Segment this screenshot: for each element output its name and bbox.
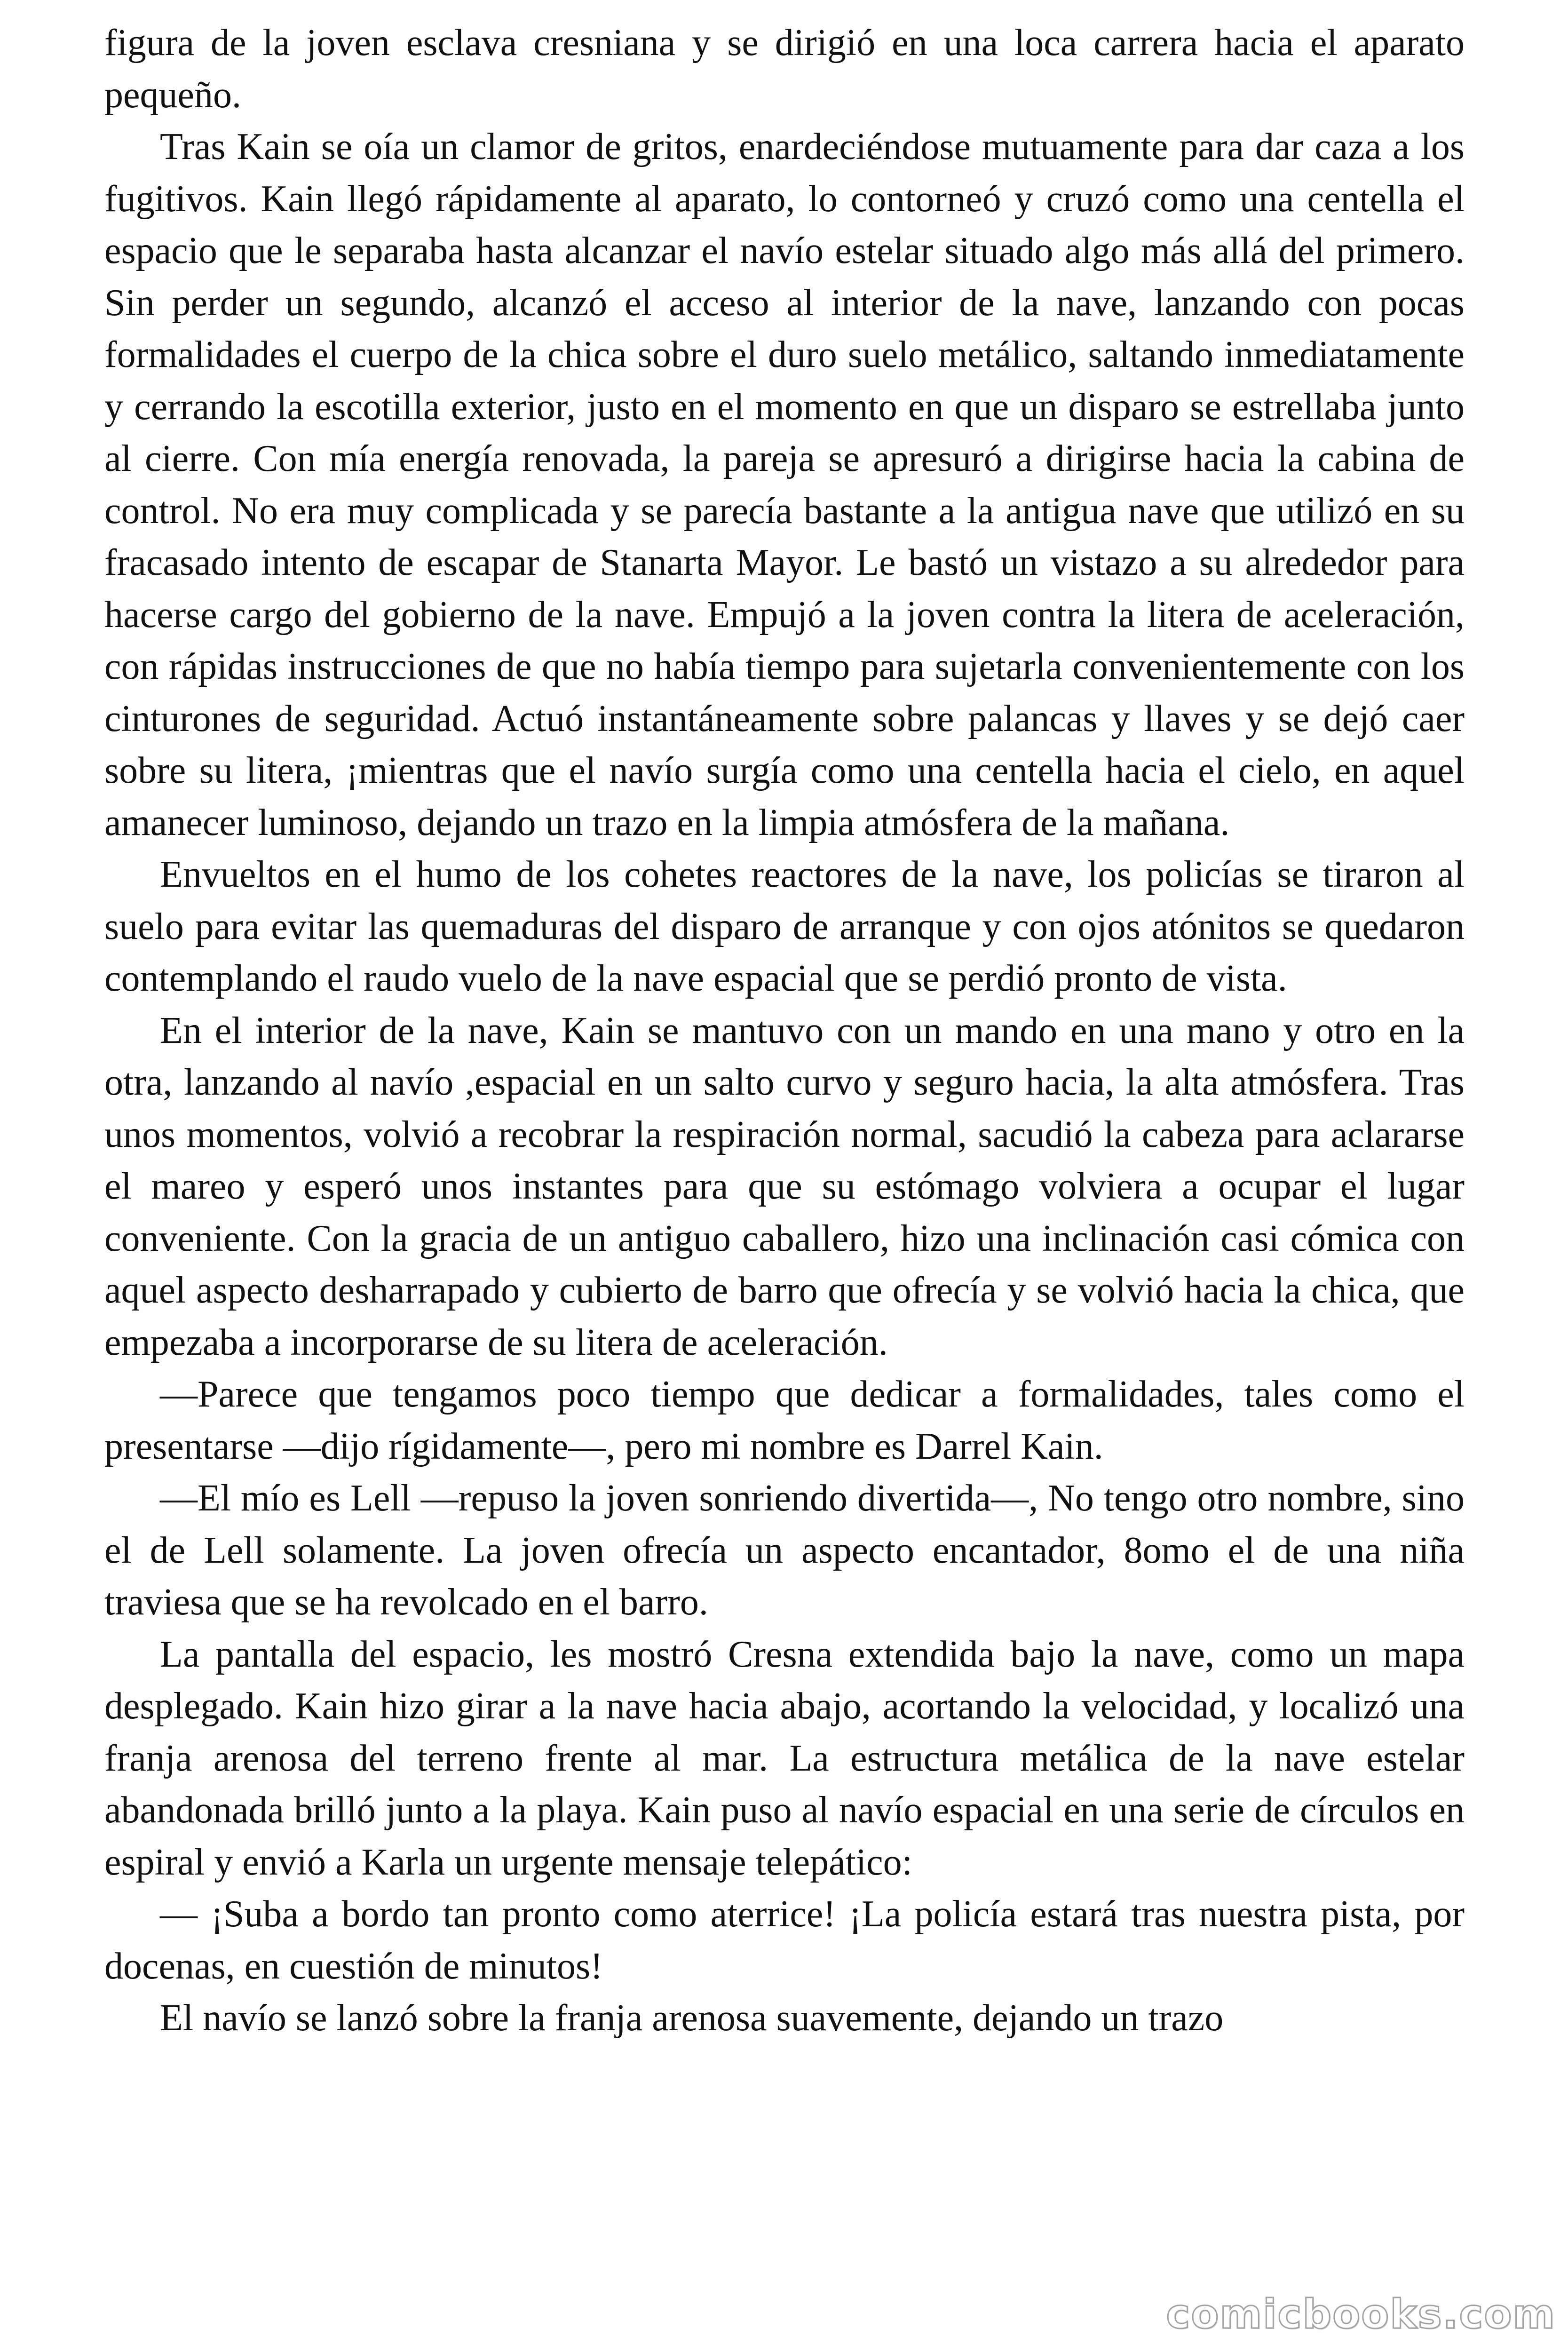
paragraph-6: —El mío es Lell —repuso la joven sonriendo divertida—, No tengo otro nombre, sino el de Lell solamente. La joven ofrecía un aspecto encantador, 8omo el de una niña traviesa que se ha revolcado en el barro. [104,1478,1465,1623]
paragraph-9: El navío se lanzó sobre la franja arenosa suavemente, dejando un trazo [160,1997,1224,2039]
paragraph-3: Envueltos en el humo de los cohetes reactores de la nave, los policías se tiraron al suelo para evitar las quemaduras del disparo de arranque y con ojos atónitos se quedaron contemplando el raudo vuelo de la nave espacial que se perdió pronto de vista. [104,854,1465,999]
paragraph-8: — ¡Suba a bordo tan pronto como aterrice! ¡La policía estará tras nuestra pista, por docenas, en cuestión de minutos! [104,1893,1465,1987]
paragraph-1: figura de la joven esclava cresniana y se dirigió en una loca carrera hacia el aparato pequeño. [104,22,1465,116]
paragraph-7: La pantalla del espacio, les mostró Cresna extendida bajo la nave, como un mapa desplegado. Kain hizo girar a la nave hacia abajo, acortando la velocidad, y localizó una franja arenosa del terreno frente al mar. La estructura metálica de la nave estelar abandonada brilló junto a la playa. Kain puso al navío espacial en una serie de círculos en espiral y envió a Karla un urgente mensaje telepático: [104,1633,1465,1883]
paragraph-4: En el interior de la nave, Kain se mantuvo con un mando en una mano y otro en la otra, lanzando al navío ,espacial en un salto curvo y seguro hacia, la alta atmósfera. Tras unos momentos, volvió a recobrar la respiración normal, sacudió la cabeza para aclararse el mareo y esperó unos instantes para que su estómago volviera a ocupar el lugar conveniente. Con la gracia de un antiguo caballero, hizo una inclinación casi cómica con aquel aspecto desharrapado y cubierto de barro que ofrecía y se volvió hacia la chica, que empezaba a incorporarse de su litera de aceleración. [104,1009,1465,1363]
paragraph-2: Tras Kain se oía un clamor de gritos, enardeciéndose mutuamente para dar caza a los fugitivos. Kain llegó rápidamente al aparato, lo contorneó y cruzó como una centella el espacio que le separaba hasta alcanzar el navío estelar situado algo más allá del primero. Sin perder un segundo, alcanzó el acceso al interior de la nave, lanzando con pocas formalidades el cuerpo de la chica sobre el duro suelo metálico, saltando inmediatamente y cerrando la escotilla exterior, justo en el momento en que un disparo se estrellaba junto al cierre. Con mía energía renovada, la pareja se apresuró a dirigirse hacia la cabina de control. No era muy complicada y se parecía bastante a la antigua nave que utilizó en su fracasado intento de escapar de Stanarta Mayor. Le bastó un vistazo a su alrededor para hacerse cargo del gobierno de la nave. Empujó a la joven contra la litera de aceleración, con rápidas instrucciones de que no había tiempo para sujetarla convenientemente con los cinturones de seguridad. Actuó instantáneamente sobre palancas y llaves y se dejó caer sobre su litera, ¡mientras que el navío surgía como una centella hacia el cielo, en aquel amanecer luminoso, dejando un trazo en la limpia atmósfera de la mañana. [104,126,1465,843]
watermark: comicbooks.com [1166,2291,1556,2338]
book-page [104,17,1465,2044]
paragraph-5: —Parece que tengamos poco tiempo que dedicar a formalidades, tales como el presentarse —dijo rígidamente—, pero mi nombre es Darrel Kain. [104,1374,1465,1467]
